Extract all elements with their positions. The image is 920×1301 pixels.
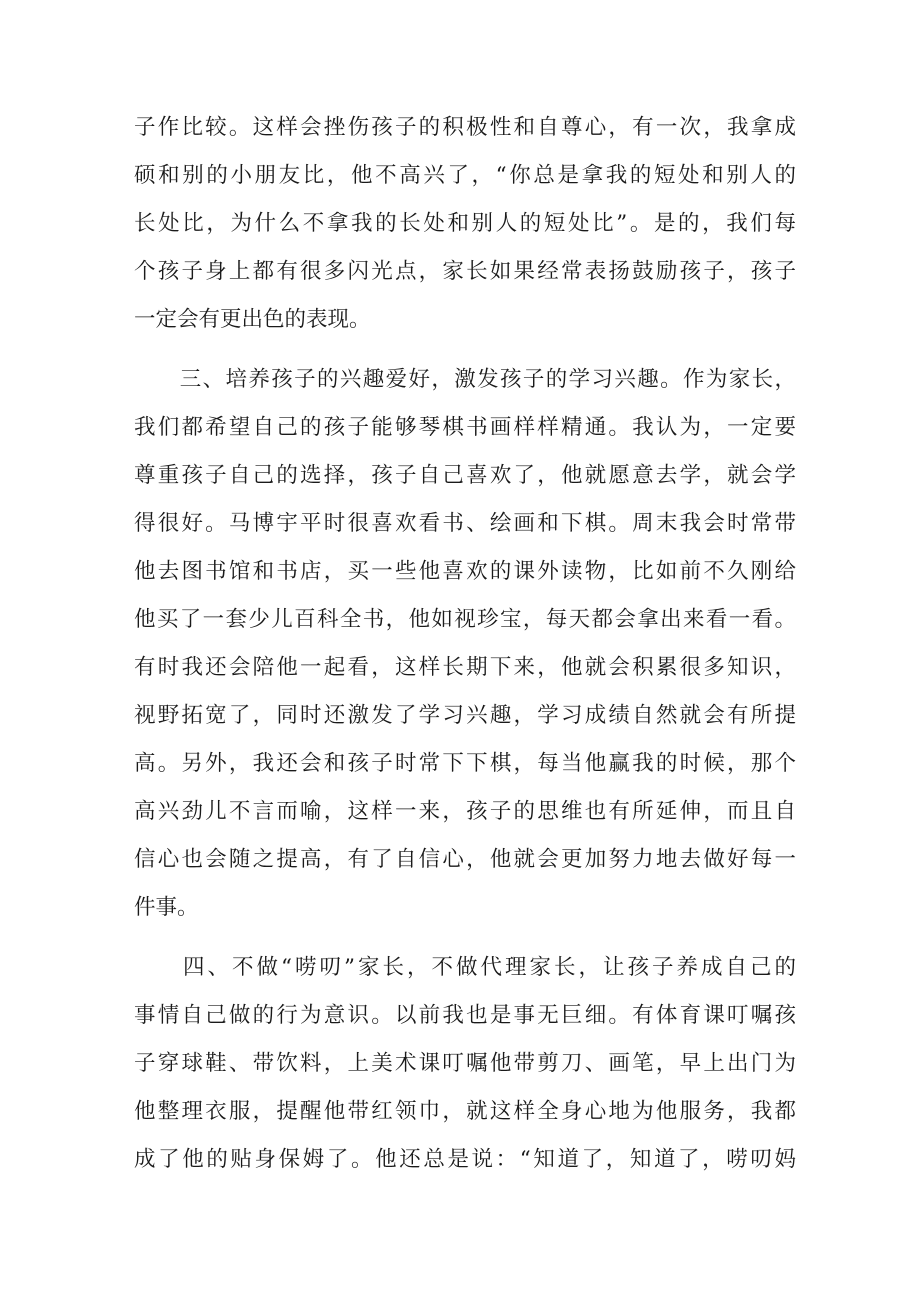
text-line: 事情自己做的行为意识。以前我也是事无巨细。有体育课叮嘱孩 — [134, 1003, 796, 1028]
text-line: 三、培养孩子的兴趣爱好，激发孩子的学习兴趣。作为家长， — [134, 367, 796, 392]
body-text — [134, 104, 796, 1184]
paragraph-gap — [134, 932, 796, 944]
paragraph-1 — [134, 104, 796, 344]
text-line: 高兴劲儿不言而喻，这样一来，孩子的思维也有所延伸，而且自 — [134, 799, 796, 824]
text-line: 硕和别的小朋友比，他不高兴了，“你总是拿我的短处和别人的 — [134, 163, 796, 188]
text-line: 一定会有更出色的表现。 — [134, 307, 371, 332]
text-line: 他整理衣服，提醒他带红领巾，就这样全身心地为他服务，我都 — [134, 1099, 796, 1124]
paragraph-2 — [134, 356, 796, 932]
text-line: 我们都希望自己的孩子能够琴棋书画样样精通。我认为，一定要 — [134, 415, 796, 440]
text-line: 件事。 — [134, 895, 199, 920]
text-line: 子作比较。这样会挫伤孩子的积极性和自尊心，有一次，我拿成 — [134, 115, 796, 140]
text-line: 视野拓宽了，同时还激发了学习兴趣，学习成绩自然就会有所提 — [134, 703, 796, 728]
text-line: 他去图书馆和书店，买一些他喜欢的课外读物，比如前不久刚给 — [134, 559, 796, 584]
text-line: 尊重孩子自己的选择，孩子自己喜欢了，他就愿意去学，就会学 — [134, 463, 796, 488]
text-line: 四、不做“唠叨”家长，不做代理家长，让孩子养成自己的 — [134, 955, 796, 980]
text-line: 长处比，为什么不拿我的长处和别人的短处比”。是的，我们每 — [134, 211, 796, 236]
text-line: 信心也会随之提高，有了自信心，他就会更加努力地去做好每一 — [134, 847, 796, 872]
text-line: 子穿球鞋、带饮料，上美术课叮嘱他带剪刀、画笔，早上出门为 — [134, 1051, 796, 1076]
text-line: 得很好。马博宇平时很喜欢看书、绘画和下棋。周末我会时常带 — [134, 511, 796, 536]
text-line: 高。另外，我还会和孩子时常下下棋，每当他赢我的时候，那个 — [134, 751, 796, 776]
paragraph-gap — [134, 344, 796, 356]
paragraph-3 — [134, 944, 796, 1184]
text-line: 他买了一套少儿百科全书，他如视珍宝，每天都会拿出来看一看。 — [134, 607, 796, 632]
text-line: 成了他的贴身保姆了。他还总是说：“知道了，知道了，唠叨妈 — [134, 1147, 796, 1172]
text-line: 个孩子身上都有很多闪光点，家长如果经常表扬鼓励孩子，孩子 — [134, 259, 796, 284]
text-line: 有时我还会陪他一起看，这样长期下来，他就会积累很多知识， — [134, 655, 796, 680]
